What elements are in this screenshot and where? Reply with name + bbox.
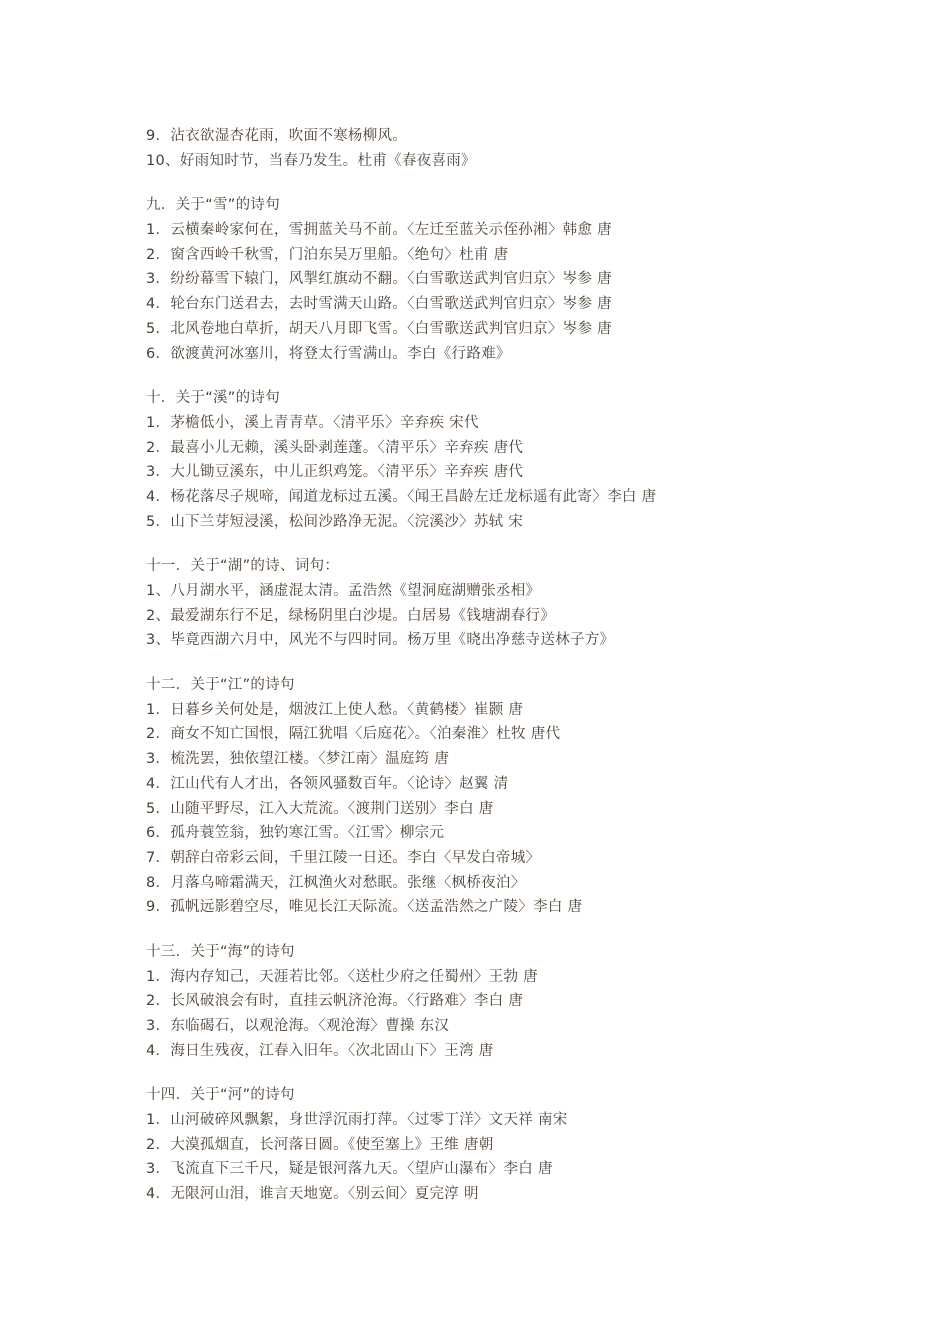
poem-line: 2．长风破浪会有时，直挂云帆济沧海。〈行路难〉李白 唐 — [146, 993, 524, 1010]
section-lake — [146, 554, 926, 653]
poem-line: 5．山随平野尽，江入大荒流。〈渡荆门送别〉李白 唐 — [146, 800, 494, 817]
poem-line: 4．海日生残夜，江春入旧年。〈次北固山下〉王湾 唐 — [146, 1042, 494, 1059]
section-he — [146, 1083, 926, 1206]
section-heading: 九．关于“雪”的诗句 — [146, 197, 281, 214]
poem-line: 1．海内存知己，天涯若比邻。〈送杜少府之任蜀州〉王勃 唐 — [146, 968, 538, 985]
poem-line: 2．窗含西岭千秋雪，门泊东吴万里船。〈绝句〉杜甫 唐 — [146, 246, 509, 263]
section-heading: 十一．关于“湖”的诗、词句： — [146, 558, 340, 575]
poem-line: 1．日暮乡关何处是，烟波江上使人愁。〈黄鹤楼〉崔颢 唐 — [146, 701, 524, 718]
poem-line: 1．云横秦岭家何在，雪拥蓝关马不前。〈左迁至蓝关示侄孙湘〉韩愈 唐 — [146, 222, 612, 239]
section-continuation — [146, 124, 926, 173]
poem-line: 10、好雨知时节，当春乃发生。杜甫《春夜喜雨》 — [146, 152, 476, 169]
poem-line: 2．大漠孤烟直，长河落日圆。《使至塞上》王维 唐朝 — [146, 1136, 494, 1153]
poem-line: 3、毕竟西湖六月中，风光不与四时同。杨万里《晓出净慈寺送林子方》 — [146, 632, 615, 649]
poem-line: 6．欲渡黄河冰塞川，将登太行雪满山。李白《行路难》 — [146, 345, 511, 362]
poem-line: 7．朝辞白帝彩云间，千里江陵一日还。李白〈早发白帝城〉 — [146, 849, 541, 866]
section-heading: 十二．关于“江”的诗句 — [146, 677, 295, 694]
poem-line: 4．杨花落尽子规啼，闻道龙标过五溪。〈闻王昌龄左迁龙标遥有此寄〉李白 唐 — [146, 488, 657, 505]
poem-line: 5．北风卷地白草折，胡天八月即飞雪。〈白雪歌送武判官归京〉岑参 唐 — [146, 320, 612, 337]
poem-line: 1．茅檐低小，溪上青青草。〈清平乐〉辛弃疾 宋代 — [146, 414, 479, 431]
section-sea — [146, 940, 926, 1063]
poem-line: 3．大儿锄豆溪东，中儿正织鸡笼。〈清平乐〉辛弃疾 唐代 — [146, 464, 524, 481]
section-stream — [146, 386, 926, 534]
poem-line: 5．山下兰芽短浸溪，松间沙路净无泥。〈浣溪沙〉苏轼 宋 — [146, 513, 524, 530]
poem-line: 6．孤舟蓑笠翁，独钓寒江雪。〈江雪〉柳宗元 — [146, 825, 445, 842]
poem-line: 9．沾衣欲湿杏花雨，吹面不寒杨柳风。 — [146, 128, 408, 144]
poem-line: 3．梳洗罢，独依望江楼。〈梦江南〉温庭筠 唐 — [146, 751, 450, 768]
poem-line: 1．山河破碎风飘絮，身世浮沉雨打萍。〈过零丁洋〉文天祥 南宋 — [146, 1112, 568, 1129]
poem-line: 4．轮台东门送君去，去时雪满天山路。〈白雪歌送武判官归京〉岑参 唐 — [146, 296, 612, 313]
section-heading: 十四．关于“河”的诗句 — [146, 1087, 295, 1104]
poem-line: 4．江山代有人才出，各领风骚数百年。〈论诗〉赵翼 清 — [146, 775, 509, 792]
poem-line: 2．最喜小儿无赖，溪头卧剥莲蓬。〈清平乐〉辛弃疾 唐代 — [146, 439, 524, 456]
poem-line: 3．飞流直下三千尺，疑是银河落九天。〈望庐山瀑布〉李白 唐 — [146, 1161, 553, 1178]
document-page — [146, 124, 926, 1227]
poem-line: 8．月落乌啼霜满天，江枫渔火对愁眠。张继〈枫桥夜泊〉 — [146, 874, 526, 891]
section-snow — [146, 193, 926, 366]
poem-line: 9．孤帆远影碧空尽，唯见长江天际流。〈送孟浩然之广陵〉李白 唐 — [146, 899, 583, 916]
poem-line: 3．东临碣石，以观沧海。〈观沧海〉曹操 东汉 — [146, 1018, 450, 1034]
poem-line: 2．商女不知亡国恨，隔江犹唱〈后庭花〉。〈泊秦淮〉杜牧 唐代 — [146, 726, 561, 743]
poem-line: 1、八月湖水平，涵虚混太清。孟浩然《望洞庭湖赠张丞相》 — [146, 583, 541, 599]
section-river — [146, 673, 926, 920]
poem-line: 3．纷纷幕雪下辕门，风掣红旗动不翻。〈白雪歌送武判官归京〉岑参 唐 — [146, 271, 612, 288]
poem-line: 2、最爱湖东行不足，绿杨阴里白沙堤。白居易《钱塘湖春行》 — [146, 607, 556, 624]
poem-line: 4．无限河山泪，谁言天地宽。〈别云间〉夏完淳 明 — [146, 1186, 479, 1203]
section-heading: 十三．关于“海”的诗句 — [146, 943, 295, 960]
section-heading: 十．关于“溪”的诗句 — [146, 390, 281, 407]
